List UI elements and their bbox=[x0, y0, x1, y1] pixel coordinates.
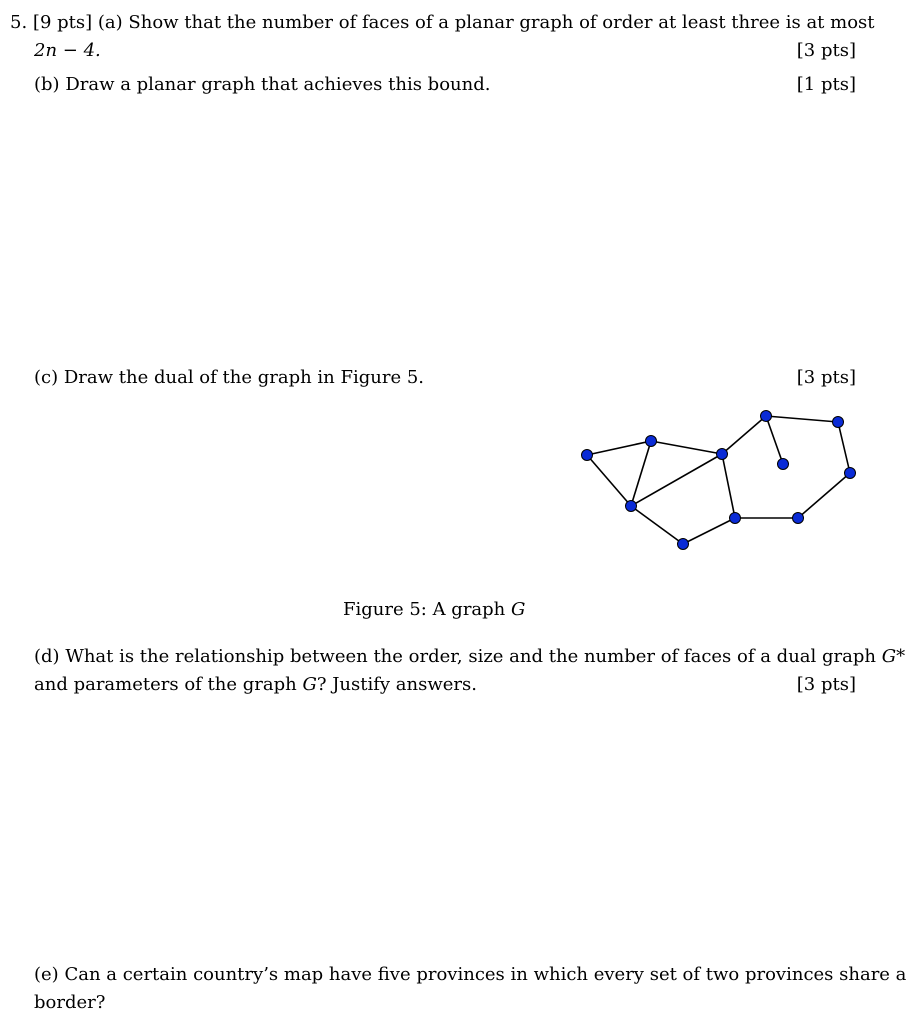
graph-vertex bbox=[793, 513, 804, 524]
graph-vertex bbox=[626, 501, 637, 512]
part-e-line-2: border? bbox=[34, 992, 106, 1013]
part-e-line-1 bbox=[34, 964, 906, 986]
part-d-text-2b: ? Justify answers. bbox=[316, 674, 477, 695]
graph-vertex bbox=[778, 459, 789, 470]
part-a-text: Show that the number of faces of a planar graph of order at least three is at most bbox=[128, 12, 875, 33]
part-c-points: [3 pts] bbox=[796, 367, 856, 388]
graph-edge bbox=[766, 416, 838, 422]
graph-edge bbox=[631, 506, 683, 544]
part-c-label: (c) bbox=[34, 367, 59, 388]
part-b-label: (b) bbox=[34, 74, 60, 95]
part-d-line-1 bbox=[34, 646, 905, 668]
figure-caption-prefix: Figure 5: A graph bbox=[343, 599, 511, 620]
graph-edge bbox=[798, 473, 850, 518]
part-b-text: Draw a planar graph that achieves this bound. bbox=[65, 74, 491, 95]
part-e-text-1: Can a certain country’s map have five provinces in which every set of two provinces share a bbox=[64, 964, 907, 985]
figure-caption-symbol: G bbox=[511, 599, 526, 620]
graph-vertex bbox=[761, 411, 772, 422]
part-a-points: [3 pts] bbox=[796, 40, 856, 61]
problem-total-points: [9 pts] bbox=[32, 12, 93, 33]
graph-edge bbox=[587, 441, 651, 455]
graph-vertex bbox=[646, 436, 657, 447]
graph-vertex bbox=[678, 539, 689, 550]
graph-vertex bbox=[730, 513, 741, 524]
graph-edge bbox=[722, 416, 766, 454]
graph-vertex bbox=[717, 449, 728, 460]
graph-edge bbox=[766, 416, 783, 464]
part-d-graph-symbol: G bbox=[302, 674, 317, 695]
part-d-line-2 bbox=[34, 674, 477, 696]
figure-caption bbox=[343, 599, 525, 621]
graph-vertex bbox=[582, 450, 593, 461]
graph-edge bbox=[651, 441, 722, 454]
part-d-dual-symbol: G* bbox=[881, 646, 906, 667]
graph-vertex bbox=[845, 468, 856, 479]
part-b-points: [1 pts] bbox=[796, 74, 856, 95]
graph-edge bbox=[838, 422, 850, 473]
graph-vertex bbox=[833, 417, 844, 428]
part-d-text-1: What is the relationship between the order, size and the number of faces of a dual graph bbox=[65, 646, 882, 667]
part-d-points: [3 pts] bbox=[796, 674, 856, 695]
part-a-label: (a) bbox=[97, 12, 123, 33]
graph-vertices bbox=[582, 411, 856, 550]
part-d-text-2a: and parameters of the graph bbox=[34, 674, 303, 695]
problem-number: 5. bbox=[10, 12, 28, 33]
part-c-text: Draw the dual of the graph in Figure 5. bbox=[63, 367, 424, 388]
part-d-label: (d) bbox=[34, 646, 60, 667]
graph-edge bbox=[683, 518, 735, 544]
graph-edges bbox=[587, 416, 850, 544]
part-a-bound: 2n − 4. bbox=[34, 40, 101, 61]
part-e-label: (e) bbox=[34, 964, 59, 985]
graph-edge bbox=[587, 455, 631, 506]
graph-edge bbox=[722, 454, 735, 518]
